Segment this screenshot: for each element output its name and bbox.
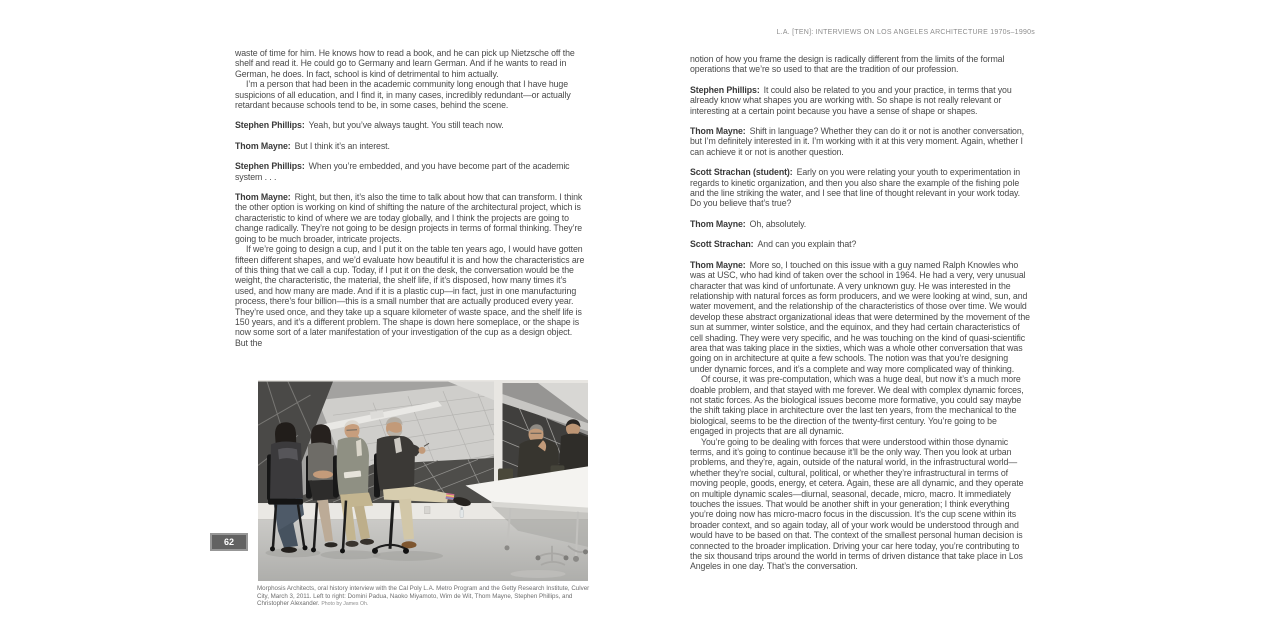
paragraph bbox=[690, 167, 1030, 209]
paragraph bbox=[690, 437, 1030, 572]
paragraph bbox=[235, 48, 585, 79]
paragraph bbox=[235, 120, 585, 130]
paragraph-text: It could also be related to you and your practice, in terms that you already know what shapes you are working with. So shape is not really relevant or interesting at a certain point because you have a sense of shape or shapes. bbox=[690, 84, 1012, 116]
paragraph-text: notion of how you frame the design is radically different from the limits of the formal operations that we’re so used to that are the tradition of our profession. bbox=[690, 54, 1005, 75]
paragraph bbox=[690, 85, 1030, 116]
left-page-text-column bbox=[235, 48, 585, 348]
paragraph bbox=[690, 126, 1030, 157]
photo-caption-text: Morphosis Architects, oral history interview with the Cal Poly L.A. Metro Program and the Getty Research Institute, Culver City, March 3, 2011. Left to right: Domini Padua, Naoko Miyamoto, Wim de Wit, Thom Mayne, Stephen Phillips, and Christopher Alexander. bbox=[257, 585, 590, 608]
paragraph bbox=[690, 239, 1030, 249]
speaker-name: Stephen Phillips: bbox=[690, 84, 760, 95]
paragraph bbox=[235, 79, 585, 110]
wall-outlet bbox=[425, 507, 431, 514]
paragraph-text: I’m a person that had been in the academic community long enough that I have huge suspicions of all education, and I find it, in many cases, incredibly redundant—or actually retardant because schools tend to be, in some cases, behind the scene. bbox=[235, 79, 571, 111]
paragraph-text: Oh, absolutely. bbox=[749, 218, 807, 229]
speaker-name: Thom Mayne: bbox=[235, 192, 291, 203]
paragraph bbox=[690, 260, 1030, 374]
paragraph bbox=[235, 141, 585, 151]
photo-credit: Photo by James Oh. bbox=[321, 601, 369, 608]
paragraph-text: More so, I touched on this issue with a guy named Ralph Knowles who was at USC, who had kind of taken over the school in 1964. He had a very, very unusual character that was kind of unfortunate. A very unknown guy. He was interested in the relationship with natural forces as form producers, and we were looking at wind, sun, and water movement, and the relationship of the characteristics of those over time. We would develop these abstract organizational ideas that were determined by the movement of the sun at summer, winter solstice, and the equinox, and they had certain characteristics of cell shading. They were very specific, and he was touching on the kind of quasi-scientific area that was taking place in the sixties, which was a whole other conversation that was going on in architecture at quite a few schools. The notion was that you’re designing under dynamic forces, and it’s a complete and way more complicated way of thinking. bbox=[690, 259, 1030, 374]
paragraph-text: If we’re going to design a cup, and I put it on the table ten years ago, I would have gotten fifteen different shapes, and we’d evaluate how beautiful it is and how the characteristics are of this thing that we call a cup. Today, if I put it on the desk, the conversation would be the weight, the characteristic, the material, the shelf life, if it’s disposed, how many times it’s used, and how many are made. And if it is a plastic cup—in fact, just in one manufacturing process, there’s four billion—this is a small number that are actually produced every year. They’re used once, and they take up a square kilometer of waste space, and the shelf life is 150 years, and it’s a different problem. The shape is down here someplace, or the shape is now some sort of a later manifestation of your investigation of the cup as a design object. But the bbox=[235, 244, 585, 348]
speaker-name: Scott Strachan (student): bbox=[690, 167, 793, 178]
paragraph bbox=[235, 192, 585, 244]
speaker-name: Thom Mayne: bbox=[690, 218, 746, 229]
interview-photo-illustration bbox=[258, 380, 588, 581]
paragraph bbox=[235, 161, 585, 182]
speaker-name: Stephen Phillips: bbox=[235, 161, 305, 172]
page-number: 62 bbox=[210, 533, 248, 551]
speaker-name: Thom Mayne: bbox=[690, 126, 746, 137]
paragraph bbox=[690, 374, 1030, 436]
running-head: L.A. [TEN]: INTERVIEWS ON LOS ANGELES ARCHITECTURE 1970s–1990s bbox=[776, 29, 1035, 36]
paragraph-text: Yeah, but you’ve always taught. You still teach now. bbox=[308, 120, 504, 131]
right-page-text-column bbox=[690, 54, 1030, 572]
speaker-name: Thom Mayne: bbox=[690, 259, 746, 270]
paragraph-text: Right, but then, it’s also the time to talk about how that can transform. I think the other option is working on kind of shifting the nature of the architectural project, which is characteristic to kind of where we are today globally, and I think the projects are going to change radically. They’re not going to be design projects in terms of formal thinking. They’re going to be much broader, intricate projects. bbox=[235, 192, 583, 244]
paragraph-text: Shift in language? Whether they can do it or not is another conversation, but I’m definitely interested in it. I’m working with it at this very moment. Again, whether I can achieve it or not is another question. bbox=[690, 126, 1024, 157]
paragraph-text: When you’re embedded, and you have become part of the academic system . . . bbox=[235, 161, 570, 182]
paragraph-text: You’re going to be dealing with forces that were understood within those dynamic terms, and it’s going to continue because it’ll be the only way. Then you look at urban problems, and they’re, again, outside of the natural world, in the infrastructural world—whether they’re social, cultural, political, or whether they’re infrastructural in terms of moving people, goods, energy, et cetera. Again, these are all dynamic, and they operate on multiple dynamic scales—diurnal, seasonal, decade, micro, macro. It immediately touches the issues. That would be another shift in your generation; I think everything you’re doing now has micro-macro focus in the discussion. It’s the cup scene within its broader context, and so again today, all of your work would be understood through and would have to be based on that. The context of the smallest personal human decision is connected to the broader implication. Driving your car here today, you’re contributing to the six thousand trips around the world in terms of driven distance that take place in Los Angeles in one day. That’s the conversation. bbox=[690, 436, 1024, 572]
paragraph-text: Early on you were relating your youth to experimentation in regards to kinetic organization, and then you also share the example of the fishing pole and the line striking the water, and I see that line of thought relevant in your work today. Do you believe that’s true? bbox=[690, 167, 1021, 209]
speaker-name: Thom Mayne: bbox=[235, 140, 291, 151]
paragraph-text: waste of time for him. He knows how to read a book, and he can pick up Nietzsche off the shelf and read it. He could go to Germany and learn German. And if he wants to read in German, he does. In fact, school is kind of detrimental to him actually. bbox=[235, 48, 575, 79]
paragraph bbox=[690, 54, 1030, 75]
paragraph-text: And can you explain that? bbox=[757, 239, 857, 250]
speaker-name: Stephen Phillips: bbox=[235, 120, 305, 131]
paragraph-text: But I think it’s an interest. bbox=[294, 140, 390, 151]
striped-sock bbox=[446, 493, 455, 500]
interview-photo bbox=[258, 380, 588, 581]
paragraph bbox=[690, 219, 1030, 229]
speaker-name: Scott Strachan: bbox=[690, 239, 754, 250]
photo-caption bbox=[257, 585, 593, 609]
paragraph bbox=[235, 244, 585, 348]
paragraph-text: Of course, it was pre-computation, which was a huge deal, but now it’s a much more doable problem, and that stayed with me forever. We deal with complex dynamic forces, not static forces. As the biological issues become more formative, you could say maybe the shift taking place in architecture over the last ten years, from the mechanical to the biological, seems to be the direction of the twenty-first century. You’re going to be engaged in projects that are all dynamic. bbox=[690, 374, 1024, 437]
